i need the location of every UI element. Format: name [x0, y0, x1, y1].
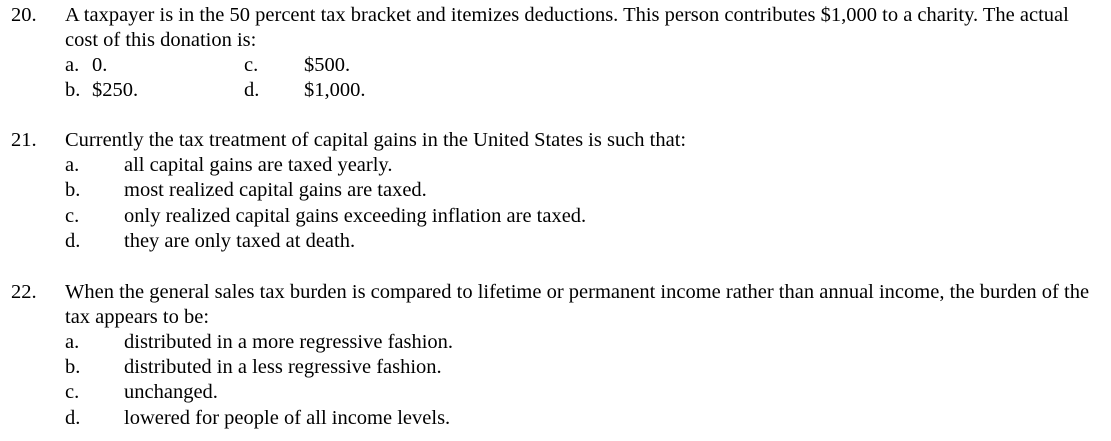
option-text: distributed in a less regressive fashion.: [124, 356, 442, 378]
option-letter: b.: [65, 179, 81, 201]
option-text: they are only taxed at death.: [124, 230, 356, 252]
question-number: 21.: [11, 129, 37, 151]
option-text-a: 0.: [92, 54, 108, 76]
question-number: 22.: [11, 281, 37, 303]
question-number: 20.: [11, 4, 37, 26]
option-text: lowered for people of all income levels.: [124, 407, 451, 429]
option-letter: d.: [65, 407, 81, 429]
option-letter-d: d.: [244, 79, 260, 101]
option-text: only realized capital gains exceeding inflation are taxed.: [124, 205, 587, 227]
option-letter-a: a.: [65, 54, 80, 76]
option-letter: d.: [65, 230, 81, 252]
option-letter: c.: [65, 381, 80, 403]
option-text-c: $500.: [304, 54, 351, 76]
option-text: distributed in a more regressive fashion.: [124, 331, 454, 353]
question-stem: Currently the tax treatment of capital gains in the United States is such that:: [65, 129, 687, 151]
option-text: unchanged.: [124, 381, 218, 403]
option-text-d: $1,000.: [304, 79, 366, 101]
question-stem: A taxpayer is in the 50 percent tax bracket and itemizes deductions. This person contributes $1,000 to a charity. The actual cost of this donation is:: [65, 4, 1069, 51]
question-stem: When the general sales tax burden is compared to lifetime or permanent income rather than annual income, the burden of the tax appears to be:: [65, 281, 1090, 328]
option-text-b: $250.: [92, 79, 139, 101]
option-letter-b: b.: [65, 79, 81, 101]
option-letter: b.: [65, 356, 81, 378]
option-text: most realized capital gains are taxed.: [124, 179, 427, 201]
option-letter: c.: [65, 205, 80, 227]
option-letter: a.: [65, 331, 80, 353]
option-text: all capital gains are taxed yearly.: [124, 154, 393, 176]
option-letter-c: c.: [244, 54, 259, 76]
option-letter: a.: [65, 154, 80, 176]
